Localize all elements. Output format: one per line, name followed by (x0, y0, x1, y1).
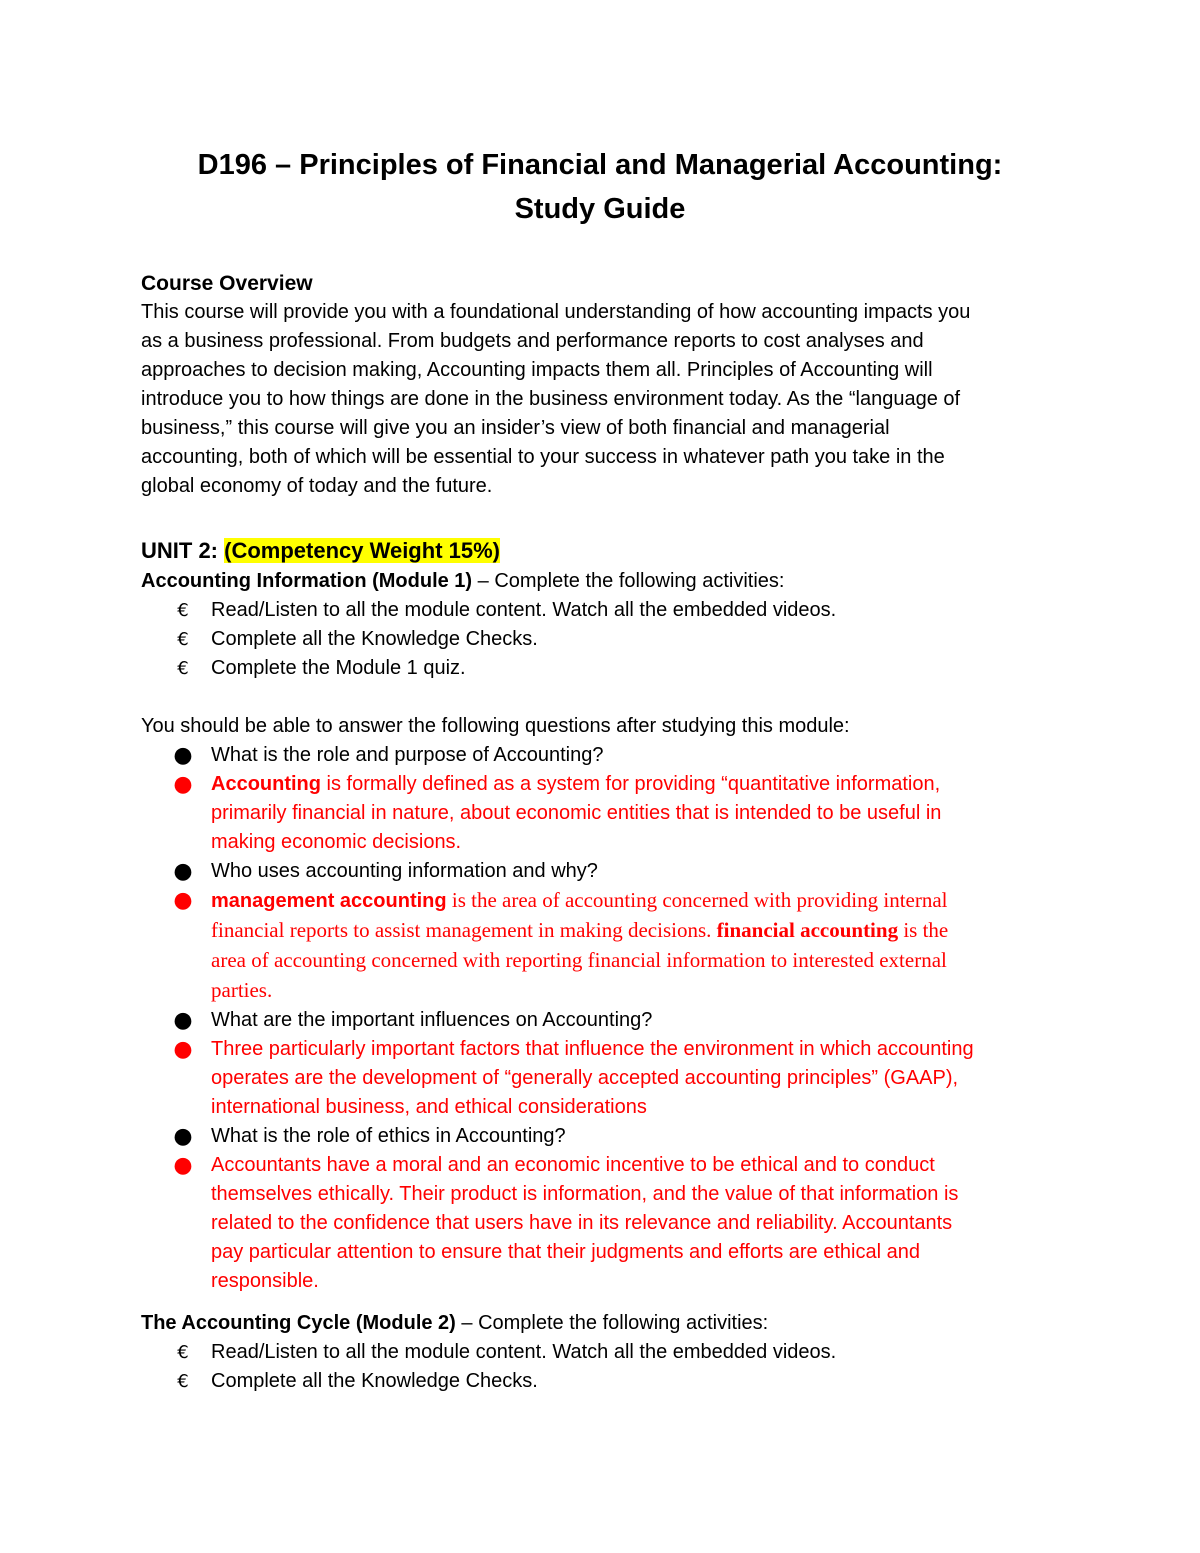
question-item (141, 741, 1071, 770)
activity-item (141, 1338, 1071, 1367)
answer-item (141, 1035, 1071, 1122)
answer-text: international business, and ethical considerations (211, 1096, 647, 1118)
answer-item (141, 770, 1071, 857)
bullet-icon: ● (173, 1008, 193, 1033)
overview-line: accounting, both of which will be essential to your success in whatever path you take in the (141, 446, 945, 468)
course-overview-heading: Course Overview (141, 272, 313, 295)
activity-item (141, 654, 1071, 683)
answer-text: Accountants have a moral and an economic incentive to be ethical and to conduct (211, 1154, 935, 1176)
questions-intro: You should be able to answer the following questions after studying this module: (141, 715, 850, 737)
red-bullet-icon: ● (173, 1153, 193, 1178)
question-text: Who uses accounting information and why? (211, 860, 598, 882)
answer-text: related to the confidence that users have in its relevance and reliability. Accountants (211, 1212, 953, 1234)
answer-text: themselves ethically. Their product is information, and the value of that information is (211, 1183, 959, 1205)
answer-text: is the area of accounting concerned with providing internal (446, 888, 948, 912)
bullet-icon: ● (173, 859, 193, 884)
answer-text: is the (898, 918, 949, 942)
red-bullet-icon: ● (173, 772, 193, 797)
bullet-icon: ● (173, 743, 193, 768)
answer-text: area of accounting concerned with reporting financial information to interested external (211, 948, 947, 972)
title-line-1: D196 – Principles of Financial and Managerial Accounting: (197, 149, 1003, 181)
answer-term: financial accounting (716, 918, 899, 942)
euro-bullet-icon: € (177, 1371, 189, 1392)
module-2-heading (141, 1309, 1071, 1338)
overview-line: global economy of today and the future. (141, 475, 493, 497)
unit-2-heading (141, 536, 1071, 566)
overview-line: approaches to decision making, Accounting impacts them all. Principles of Accounting will (141, 359, 933, 381)
euro-bullet-icon: € (177, 600, 189, 621)
euro-bullet-icon: € (177, 1342, 189, 1363)
answer-text: Three particularly important factors that influence the environment in which accounting (211, 1038, 974, 1060)
activity-item (141, 625, 1071, 654)
answer-text: operates are the development of “generally accepted accounting principles” (GAAP), (211, 1067, 959, 1089)
answer-text: responsible. (211, 1270, 319, 1292)
questions-list (141, 741, 1071, 1296)
module-2-activity-list (141, 1338, 1071, 1396)
module-2-instruction: – Complete the following activities: (455, 1312, 769, 1334)
red-bullet-icon: ● (173, 888, 193, 913)
answer-term: Accounting (211, 773, 321, 795)
module-1-heading (141, 567, 1071, 596)
bullet-icon: ● (173, 1124, 193, 1149)
activity-text: Complete all the Knowledge Checks. (211, 1370, 538, 1392)
answer-text: parties. (211, 978, 273, 1002)
answer-text: financial reports to assist management in making decisions. (211, 918, 717, 942)
overview-line: introduce you to how things are done in the business environment today. As the “language of (141, 388, 961, 410)
overview-line: as a business professional. From budgets and performance reports to cost analyses and (141, 330, 924, 352)
activity-text: Read/Listen to all the module content. Watch all the embedded videos. (211, 599, 837, 621)
activity-text: Complete all the Knowledge Checks. (211, 628, 538, 650)
document-title (120, 143, 1080, 231)
activity-text: Read/Listen to all the module content. Watch all the embedded videos. (211, 1341, 837, 1363)
question-item (141, 1122, 1071, 1151)
overview-line: business,” this course will give you an insider’s view of both financial and managerial (141, 417, 890, 439)
euro-bullet-icon: € (177, 658, 189, 679)
module-2-name: The Accounting Cycle (Module 2) (141, 1312, 456, 1334)
unit-label: UNIT 2: (141, 538, 225, 563)
activity-item (141, 1367, 1071, 1396)
title-line-2: Study Guide (514, 193, 686, 225)
question-item (141, 1006, 1071, 1035)
module-1-instruction: – Complete the following activities: (472, 570, 785, 592)
euro-bullet-icon: € (177, 629, 189, 650)
answer-text: pay particular attention to ensure that their judgments and efforts are ethical and (211, 1241, 920, 1263)
red-bullet-icon: ● (173, 1037, 193, 1062)
module-1-activity-list (141, 596, 1071, 683)
answer-text: primarily financial in nature, about economic entities that is intended to be useful in (211, 802, 942, 824)
module-2-section (141, 1309, 1071, 1396)
question-text: What is the role and purpose of Accounting? (211, 744, 604, 766)
course-overview-section (141, 269, 1071, 501)
answer-item (141, 886, 1071, 1006)
activity-item (141, 596, 1071, 625)
answer-term: management accounting (211, 890, 447, 912)
answer-text: making economic decisions. (211, 831, 462, 853)
question-item (141, 857, 1071, 886)
question-text: What is the role of ethics in Accounting? (211, 1125, 566, 1147)
overview-line: This course will provide you with a foundational understanding of how accounting impacts you (141, 301, 971, 323)
competency-weight-highlight: (Competency Weight 15%) (224, 538, 500, 563)
answer-text: is formally defined as a system for providing “quantitative information, (321, 773, 941, 795)
answer-item (141, 1151, 1071, 1296)
activity-text: Complete the Module 1 quiz. (211, 657, 466, 679)
module-1-section (141, 567, 1071, 683)
question-text: What are the important influences on Accounting? (211, 1009, 653, 1031)
module-1-questions-section (141, 712, 1071, 1296)
module-1-name: Accounting Information (Module 1) (141, 570, 473, 592)
